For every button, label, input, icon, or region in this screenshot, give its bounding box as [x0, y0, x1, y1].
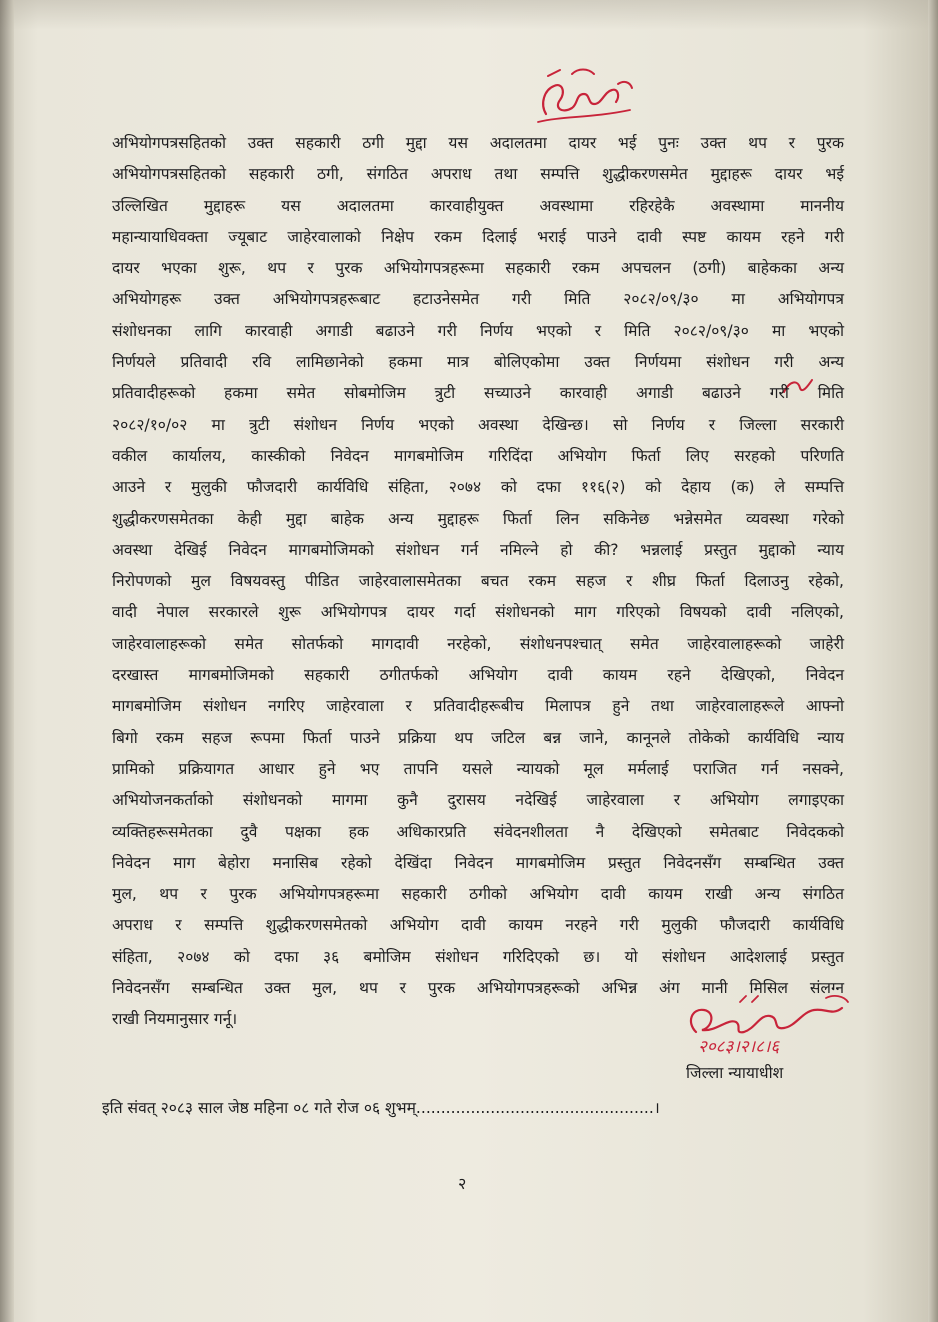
scan-shadow-top: [0, 0, 938, 30]
body-line: दरखास्त मागबमोजिमको सहकारी ठगीतर्फको अभियोग दावी कायम रहने देखिएको, निवेदन: [112, 666, 844, 685]
scan-shadow-left: [0, 0, 14, 1322]
body-line: अभियोगपत्रसहितको सहकारी ठगी, संगठित अपराध तथा सम्पत्ति शुद्धीकरणसमेत मुद्दाहरू दायर भई: [112, 165, 844, 184]
date-line: इति संवत् २०८३ साल जेष्ठ महिना ०८ गते रोज ०६ शुभम्................................................।: [102, 1099, 660, 1117]
body-line: निर्णयले प्रतिवादी रवि लामिछानेको हकमा मात्र बोलिएकोमा उक्त निर्णयमा संशोधन गरी अन्य: [112, 353, 844, 372]
body-line-final: राखी नियमानुसार गर्नू।: [112, 1010, 238, 1029]
judge-signature: [676, 992, 872, 1060]
body-line: मुल, थप र पुरक अभियोगपत्रहरूमा सहकारी ठगीको अभियोग दावी कायम राखी अन्य संगठित: [112, 885, 844, 904]
order-body-text: [112, 128, 844, 1036]
body-line: उल्लिखित मुद्दाहरू यस अदालतमा कारवाहीयुक्त अवस्थामा रहिरहेकै अवस्थामा माननीय: [112, 196, 844, 215]
body-line: निवेदन माग बेहोरा मनासिब रहेको देखिंदा निवेदन मागबमोजिम प्रस्तुत निवेदनसँग सम्बन्धित उक्त: [112, 853, 844, 872]
body-line: व्यक्तिहरूसमेतका दुवै पक्षका हक अधिकारप्रति संवेदनशीलता नै देखिएको समेतबाट निवेदकको: [112, 822, 844, 841]
body-line: वादी नेपाल सरकारले शुरू अभियोगपत्र दायर गर्दा संशोधनको माग गरिएको विषयको दावी नलिएको,: [112, 603, 844, 622]
body-line: निरोपणको मुल विषयवस्तु पीडित जाहेरवालासमेतका बचत रकम सहज र शीघ्र फिर्ता दिलाउनु रहेको,: [112, 572, 844, 591]
body-line: अवस्था देखिई निवेदन मागबमोजिमको संशोधन गर्न नमिल्ने हो की? भन्नलाई प्रस्तुत मुद्दाको न्याय: [112, 540, 844, 559]
body-line: अभियोगहरू उक्त अभियोगपत्रहरूबाट हटाउनेसमेत गरी मिति २०८२/०९/३० मा अभियोगपत्र: [112, 290, 844, 309]
body-line: प्रतिवादीहरूको हकमा समेत सोबमोजिम त्रुटी सच्याउने कारवाही अगाडी बढाउने गरी मिति: [112, 384, 844, 403]
body-line: २०८२/१०/०२ मा त्रुटी संशोधन निर्णय भएको अवस्था देखिन्छ। सो निर्णय र जिल्ला सरकारी: [112, 415, 844, 434]
body-line: बिगो रकम सहज रूपमा फिर्ता पाउने प्रक्रिया थप जटिल बन्न जाने, कानूनले तोकेको कार्यविधि न्याय: [112, 728, 844, 747]
body-line: जाहेरवालाहरूको समेत सोतर्फको मागदावी नरहेको, संशोधनपश्चात् समेत जाहेरवालाहरूको जाहेरी: [112, 634, 844, 653]
body-line: अभियोगपत्रसहितको उक्त सहकारी ठगी मुद्दा यस अदालतमा दायर भई पुनः उक्त थप र पुरक: [112, 134, 844, 152]
body-line: वकील कार्यालय, कास्कीको निवेदन मागबमोजिम गरिदिंदा अभियोग फिर्ता लिए सरहको परिणति: [112, 446, 844, 465]
body-line: अपराध र सम्पत्ति शुद्धीकरणसमेतको अभियोग दावी कायम नरहने गरी मुलुकी फौजदारी कार्यविधि: [112, 916, 844, 935]
body-line: अभियोजनकर्ताको संशोधनको मागमा कुनै दुरासय नदेखिई जाहेरवाला र अभियोग लगाइएका: [112, 791, 844, 810]
scan-shadow-right: [928, 0, 938, 1322]
body-line: संशोधनका लागि कारवाही अगाडी बढाउने गरी निर्णय भएको र मिति २०८२/०९/३० मा भएको: [112, 321, 844, 340]
body-line: शुद्धीकरणसमेतका केही मुद्दा बाहेक अन्य मुद्दाहरू फिर्ता लिन सकिनेछ भन्नेसमेत व्यवस्था गरेको: [112, 509, 844, 528]
body-line: मागबमोजिम संशोधन नगरिए जाहेरवाला र प्रतिवादीहरूबीच मिलापत्र हुने तथा जाहेरवालाहरूले आफ्नो: [112, 697, 844, 716]
body-line: आउने र मुलुकी फौजदारी कार्यविधि संहिता, २०७४ को दफा ११६(२) को देहाय (क) ले सम्पत्ति: [112, 478, 844, 497]
body-line: महान्यायाधिवक्ता ज्यूबाट जाहेरवालाको निक्षेप रकम दिलाई भराई पाउने दावी स्पष्ट कायम रहने गरी: [112, 227, 844, 246]
page-number: २: [458, 1174, 467, 1193]
signature-date: २०८३।२।८।६: [698, 1037, 780, 1057]
judge-title: जिल्ला न्यायाधीश: [686, 1064, 784, 1082]
body-line: दायर भएका शुरू, थप र पुरक अभियोगपत्रहरूमा सहकारी रकम अपचलन (ठगी) बाहेकका अन्य: [112, 259, 844, 278]
body-line: संहिता, २०७४ को दफा ३६ बमोजिम संशोधन गरिदिएको छ। यो संशोधन आदेशलाई प्रस्तुत: [112, 947, 844, 966]
body-line: प्रामिको प्रक्रियागत आधार हुने भए तापनि यसले न्यायको मूल मर्मलाई पराजित गर्न नसक्ने,: [112, 759, 844, 778]
top-initials-signature: [532, 64, 644, 134]
body-line: निवेदनसँग सम्बन्धित उक्त मुल, थप र पुरक अभियोगपत्रहरूको अभिन्न अंग मानी मिसिल संलग्न: [112, 979, 844, 998]
